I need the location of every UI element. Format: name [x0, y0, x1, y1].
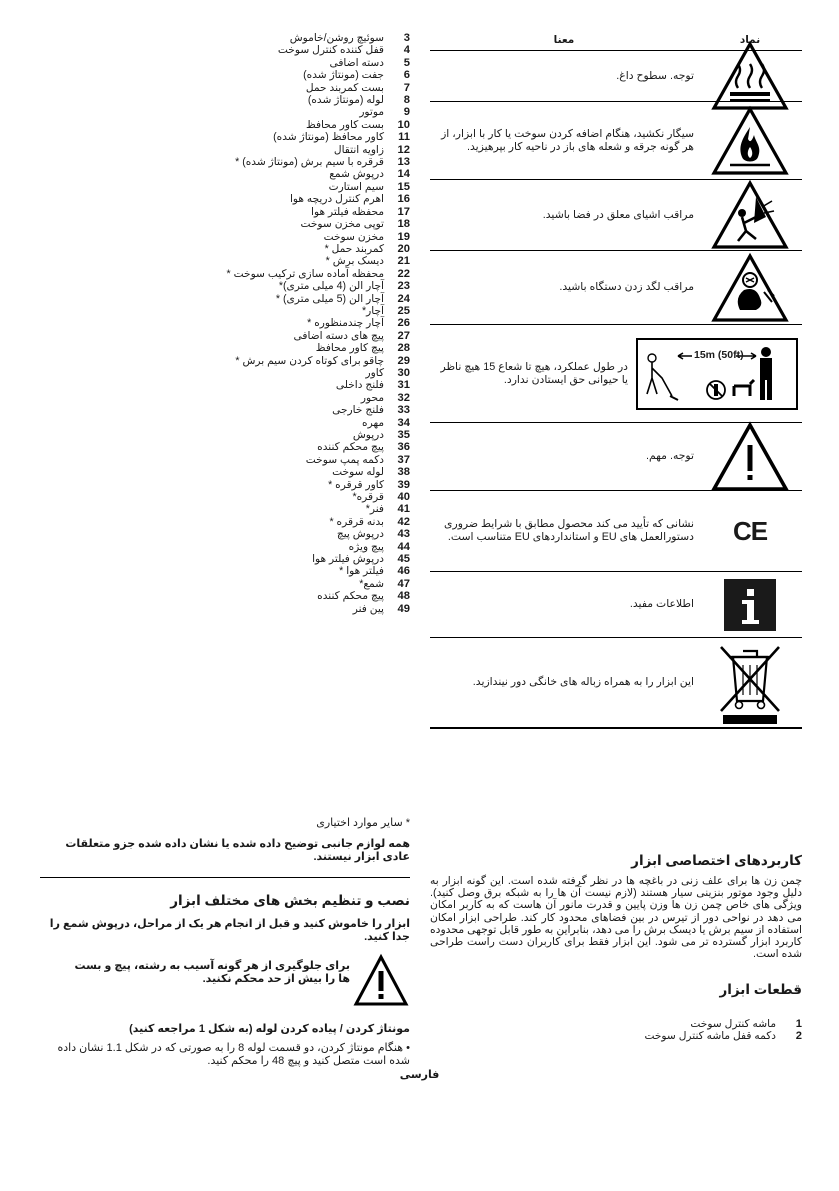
- part-label: آچار الن (5 میلی متری) *: [275, 292, 384, 305]
- tool-parts-list: [430, 1018, 802, 1043]
- part-label: لوله (مونتاژ شده): [307, 94, 384, 107]
- parts-list-item: [40, 168, 410, 180]
- symbol-row: [430, 572, 802, 638]
- part-label: محفظه آماده سازی ترکیب سوخت *: [226, 267, 384, 280]
- part-label: آچار چندمنظوره *: [307, 317, 384, 330]
- symbol-table: [430, 30, 802, 729]
- symbol-row: [430, 51, 802, 102]
- symbol-row: [430, 423, 802, 491]
- parts-list-item: [40, 404, 410, 416]
- parts-list-item: [40, 578, 410, 590]
- part-label: موتور: [359, 106, 384, 119]
- part-label: پیچ محکم کننده: [317, 590, 384, 603]
- parts-list-item: [40, 181, 410, 193]
- part-number: 8: [403, 94, 410, 107]
- header-symbol: نماد: [739, 34, 761, 46]
- symbol-meaning: سیگار نکشید، هنگام اضافه کردن سوخت یا کار با ابزار، از هر گونه جرقه و شعله های باز در ناحیه کار بپرهیزید.: [441, 127, 694, 153]
- part-number: 18: [397, 218, 410, 231]
- parts-list-item: [40, 280, 410, 292]
- part-label: کمربند حمل *: [324, 242, 384, 255]
- part-number: 30: [397, 366, 410, 379]
- symbol-meaning: نشانی که تأیید می کند محصول مطابق با شرایط ضروری دستورالعمل های EU و استانداردهای EU متناسب است.: [444, 518, 694, 543]
- parts-list-item: [40, 119, 410, 131]
- part-number: 41: [397, 503, 410, 516]
- part-label: دکمه پمپ سوخت: [305, 453, 384, 466]
- symbol-row: [430, 251, 802, 325]
- safety-distance-icon: [632, 338, 802, 410]
- parts-list-item: [40, 94, 410, 106]
- part-number: 44: [397, 540, 410, 553]
- parts-list-item: [40, 479, 410, 491]
- footer-language: فارسی: [399, 1069, 440, 1081]
- symbol-row: [430, 180, 802, 251]
- part-number: 14: [397, 168, 410, 181]
- part-label: کاور: [365, 366, 384, 379]
- parts-list-item: [40, 503, 410, 515]
- part-number: 17: [397, 205, 410, 218]
- part-number: 40: [397, 491, 410, 504]
- part-label: پیچ های دسته اضافی: [293, 329, 384, 342]
- part-number: 48: [397, 590, 410, 603]
- parts-list-item: [40, 293, 410, 305]
- part-label: زاویه انتقال: [333, 143, 384, 156]
- part-number: 39: [397, 478, 410, 491]
- symbol-meaning: این ابزار را به همراه زباله های خانگی دور نیندازید.: [472, 676, 694, 689]
- parts-list-item: [40, 69, 410, 81]
- parts-list-item: [40, 491, 410, 503]
- parts-list-item: [40, 44, 410, 56]
- part-label: قرقره با سیم برش (مونتاژ شده) *: [235, 156, 384, 169]
- part-number: 12: [397, 143, 410, 156]
- part-number: 43: [397, 528, 410, 541]
- part-label: شمع*: [359, 577, 384, 590]
- tube-assembly-title: مونتاژ کردن / پیاده کردن لوله (به شکل 1 مراجعه کنید): [129, 1023, 410, 1035]
- part-label: پیچ محکم کننده: [317, 441, 384, 454]
- parts-list-item: [40, 193, 410, 205]
- part-label: مخزن سوخت: [323, 230, 384, 243]
- part-number: 19: [397, 230, 410, 243]
- applications-title: کاربردهای اختصاصی ابزار: [631, 853, 802, 868]
- part-label: قرقره*: [352, 491, 384, 504]
- part-label: پیچ کاور محافظ: [315, 342, 384, 355]
- part-label: کاور محافظ (مونتاژ شده): [273, 131, 384, 144]
- tool-parts-title: قطعات ابزار: [719, 982, 802, 997]
- part-number: 21: [397, 255, 410, 268]
- parts-list-item: [40, 57, 410, 69]
- part-number: 42: [397, 515, 410, 528]
- tool-parts-item: [430, 1030, 802, 1042]
- part-number: 26: [397, 317, 410, 330]
- fire-hazard-icon: [698, 103, 802, 179]
- parts-list-item: [40, 156, 410, 168]
- symbol-meaning: توجه. سطوح داغ.: [616, 69, 694, 82]
- tube-assembly-step: • هنگام مونتاژ کردن، دو قسمت لوله 8 را به صورتی که در شکل 1.1 نشان داده شده است متصل کنید و پیچ 48 را محکم کنید.: [57, 1042, 410, 1067]
- part-number: 37: [397, 453, 410, 466]
- part-label: توپی مخزن سوخت: [300, 218, 384, 231]
- safety-distance-panel: [636, 338, 798, 410]
- symbol-row: [430, 491, 802, 572]
- caution-icon: [698, 419, 802, 495]
- part-label: لوله سوخت: [332, 466, 384, 479]
- part-label: سیم استارت: [328, 180, 384, 193]
- tool-parts-item: [430, 1018, 802, 1030]
- part-number: 36: [397, 441, 410, 454]
- part-number: 32: [397, 391, 410, 404]
- part-number: 34: [397, 416, 410, 429]
- part-label: قفل کننده کنترل سوخت: [277, 44, 384, 57]
- assembly-section-title: نصب و تنظیم بخش های مختلف ابزار: [170, 893, 410, 908]
- part-number: 46: [397, 565, 410, 578]
- part-number: 47: [397, 577, 410, 590]
- part-number: 11: [398, 131, 410, 144]
- part-number: 13: [397, 156, 410, 169]
- part-number: 4: [403, 44, 410, 57]
- parts-list-item: [40, 255, 410, 267]
- parts-list-item: [40, 82, 410, 94]
- symbol-row: [430, 325, 802, 423]
- ce-mark-icon: [698, 516, 802, 547]
- parts-list-item: [40, 243, 410, 255]
- parts-list-item: [40, 231, 410, 243]
- part-number: 15: [397, 180, 410, 193]
- part-label: درپوش شمع: [329, 168, 384, 181]
- part-label: ماشه کنترل سوخت: [690, 1018, 776, 1030]
- parts-list-item: [40, 268, 410, 280]
- part-number: 35: [397, 429, 410, 441]
- parts-list-item: [40, 317, 410, 329]
- part-number: 7: [403, 81, 410, 94]
- part-label: سوئیچ روشن/خاموش: [289, 32, 384, 44]
- parts-list-item: [40, 218, 410, 230]
- parts-list-item: [40, 342, 410, 354]
- part-label: درپوش پیچ: [336, 528, 384, 541]
- parts-list-item: [40, 541, 410, 553]
- hanging-objects-icon: [698, 177, 802, 253]
- symbol-row: [430, 102, 802, 180]
- parts-list-item: [40, 144, 410, 156]
- part-label: بست کاور محافظ: [305, 118, 384, 131]
- part-label: کاور قرقره *: [328, 478, 384, 491]
- part-label: آچار الن (4 میلی متری)*: [278, 280, 384, 293]
- part-number: 2: [795, 1030, 802, 1043]
- parts-list-item: [40, 379, 410, 391]
- parts-list-item: [40, 355, 410, 367]
- symbol-meaning: توجه. مهم.: [646, 450, 694, 463]
- parts-list-item: [40, 516, 410, 528]
- symbol-meaning: اطلاعات مفید.: [629, 598, 694, 611]
- parts-list-item: [40, 367, 410, 379]
- part-number: 9: [403, 106, 410, 119]
- header-meaning: معنا: [553, 34, 575, 46]
- part-number: 29: [397, 354, 410, 367]
- part-number: 23: [397, 280, 410, 293]
- parts-list-item: [40, 429, 410, 441]
- part-number: 25: [397, 304, 410, 317]
- part-label: پین فنر: [352, 602, 384, 615]
- part-number: 24: [397, 292, 410, 305]
- part-number: 38: [397, 466, 410, 479]
- parts-list-item: [40, 305, 410, 317]
- part-label: پیچ ویژه: [348, 540, 384, 553]
- warning-text: برای جلوگیری از هر گونه آسیب به رشته، پیچ و بست ها را بیش از حد محکم نکنید.: [74, 960, 350, 985]
- part-number: 49: [397, 602, 410, 615]
- part-label: مهره: [362, 416, 384, 429]
- part-label: دکمه قفل ماشه کنترل سوخت: [644, 1030, 776, 1043]
- part-label: محور: [360, 391, 384, 404]
- parts-list-item: [40, 32, 410, 44]
- symbol-meaning: در طول عملکرد، هیچ تا شعاع 15 هیچ ناظر یا حیوانی حق ایستادن ندارد.: [440, 360, 628, 386]
- section-divider: [40, 877, 410, 878]
- parts-list-item: [40, 106, 410, 118]
- part-label: دسته اضافی: [329, 56, 384, 69]
- ce-mark-text: CE: [732, 515, 768, 546]
- part-number: 5: [403, 56, 410, 69]
- part-label: جفت (مونتاژ شده): [303, 69, 384, 82]
- part-number: 1: [795, 1018, 802, 1030]
- part-number: 28: [397, 342, 410, 355]
- parts-list-item: [40, 603, 410, 615]
- parts-list-item: [40, 441, 410, 453]
- part-label: بدنه قرقره *: [329, 515, 384, 528]
- accessories-note: همه لوازم جانبی توضیح داده شده یا نشان داده شده جزو متعلقات عادی ابزار نیستند.: [65, 838, 410, 863]
- part-number: 3: [403, 32, 410, 44]
- parts-list-item: [40, 206, 410, 218]
- part-label: درپوش: [352, 429, 384, 441]
- part-label: اهرم کنترل دریچه هوا: [289, 193, 384, 206]
- info-icon: [698, 575, 802, 635]
- part-number: 10: [397, 118, 410, 131]
- kickback-icon: [698, 250, 802, 326]
- parts-list-item: [40, 454, 410, 466]
- part-number: 31: [397, 379, 410, 392]
- part-number: 33: [397, 404, 410, 417]
- symbol-row: [430, 638, 802, 729]
- part-label: درپوش فیلتر هوا: [312, 553, 384, 566]
- warning-triangle-icon: [352, 952, 410, 1010]
- parts-list-item: [40, 330, 410, 342]
- parts-list-item: [40, 565, 410, 577]
- part-number: 27: [397, 329, 410, 342]
- parts-list-item: [40, 590, 410, 602]
- part-number: 6: [403, 69, 410, 82]
- part-label: فیلتر هوا *: [339, 565, 384, 578]
- part-label: فلنج خارجی: [332, 404, 384, 417]
- optional-items-note: * سایر موارد اختیاری: [316, 817, 410, 829]
- no-household-waste-icon: [698, 639, 802, 727]
- part-label: چاقو برای کوتاه کردن سیم برش *: [235, 354, 384, 367]
- part-label: فنر*: [365, 503, 384, 516]
- part-label: دیسک برش *: [325, 255, 384, 268]
- part-number: 20: [397, 242, 410, 255]
- applications-body: چمن زن ها برای علف زنی در باغچه ها در نظر گرفته شده است. این گونه ابزار به دلیل وجود موتور بنزینی سیار هستند (لازم نیست آن ها را به شبکه برق وصل کنید). ویژگی های خاص چمن زن ها وزن پایین و قدرت مانور آن هاست که به کاربر امکان می دهد در نواحی دور از تیرس در بین فضاهای محدود کار کند. طراحی ابزار امکان استفاده از سیم برش یا دیسک برش را می دهد، بنابراین به طور قابل توجهی محدوده کاربرد ابزار گسترده تر می شود. این ابزار فقط برای کاربران دست راست طراحی شده است.: [430, 875, 802, 961]
- assembly-intro: ابزار را خاموش کنید و قبل از انجام هر یک از مراحل، درپوش شمع را جدا کنید.: [49, 918, 410, 943]
- parts-list: [40, 32, 410, 615]
- parts-list-item: [40, 466, 410, 478]
- part-number: 45: [397, 553, 410, 566]
- part-number: 16: [397, 193, 410, 206]
- part-label: آچار*: [362, 304, 384, 317]
- parts-list-item: [40, 528, 410, 540]
- distance-badge: 15m (50ft): [694, 348, 744, 361]
- part-label: بست کمربند حمل: [305, 81, 384, 94]
- parts-list-item: [40, 553, 410, 565]
- symbol-meaning: مراقب لگد زدن دستگاه باشید.: [559, 281, 694, 294]
- parts-list-item: [40, 392, 410, 404]
- parts-list-item: [40, 417, 410, 429]
- part-label: فلنج داخلی: [335, 379, 384, 392]
- overtighten-warning: [40, 952, 410, 1012]
- symbol-meaning: مراقب اشیای معلق در فضا باشید.: [542, 208, 694, 221]
- part-number: 22: [397, 267, 410, 280]
- parts-list-item: [40, 131, 410, 143]
- part-label: محفظه فیلتر هوا: [311, 205, 384, 218]
